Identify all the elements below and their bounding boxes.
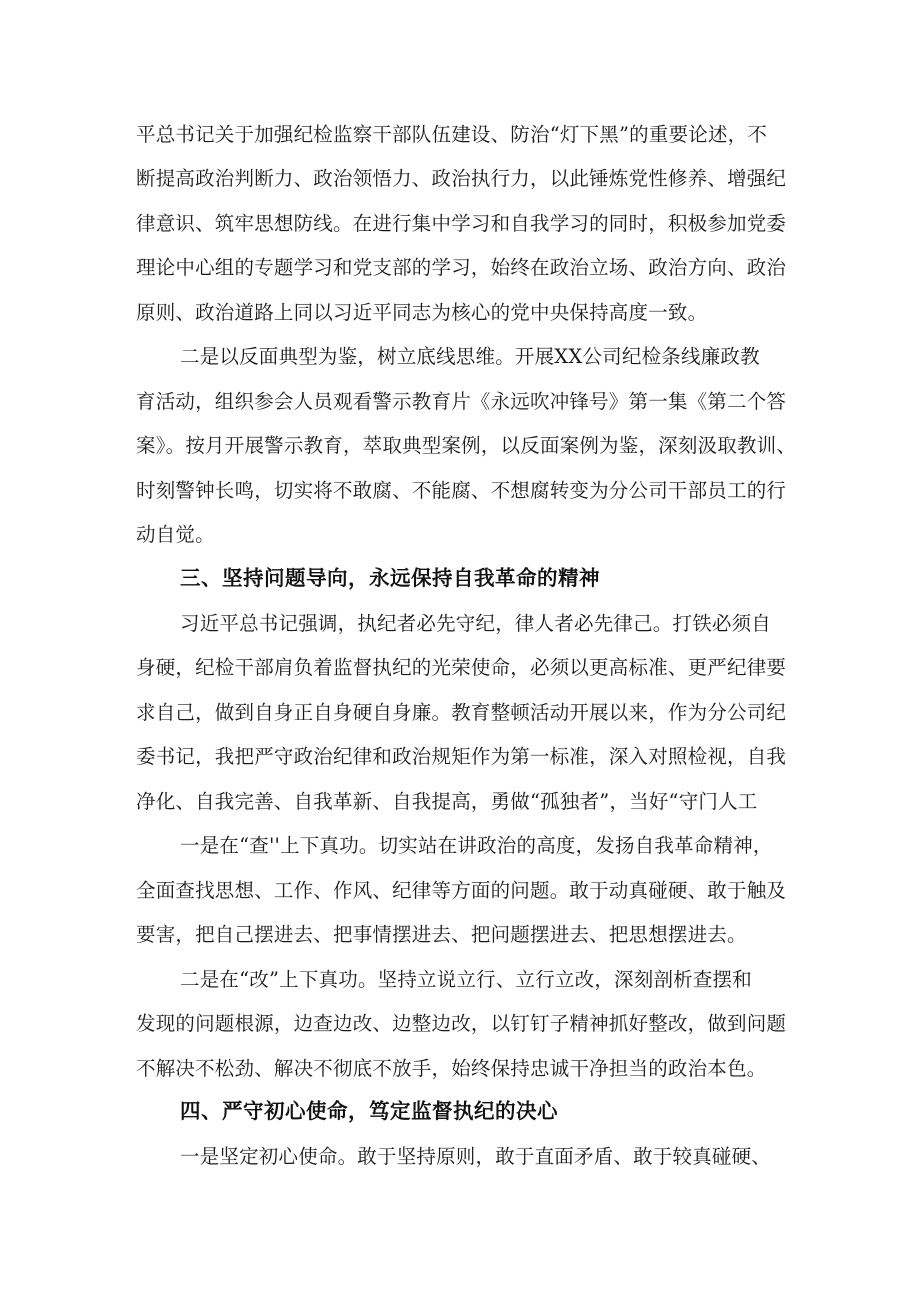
- paragraph-first-line: 一是在“查''上下真功。切实站在讲政治的高度，发扬自我革命精神，: [180, 834, 773, 857]
- body-text-line: 理论中心组的专题学习和党支部的学习，始终在政治立场、政治方向、政治: [136, 256, 787, 279]
- paragraph-first-line: 二是以反面典型为鉴，树立底线思维。开展XX公司纪检条线廉政教: [180, 345, 760, 368]
- body-text-line: 净化、自我完善、自我革新、自我提高，勇做“孤独者”，当好“守门人工: [136, 790, 758, 813]
- body-text-line: 原则、政治道路上同以习近平同志为核心的党中央保持高度一致。: [136, 301, 708, 324]
- body-text-line: 断提高政治判断力、政治领悟力、政治执行力，以此锤炼党性修养、增强纪: [136, 167, 787, 190]
- body-text-line: 要害，把自己摆进去、把事情摆进去、把问题摆进去、把思想摆进去。: [136, 923, 747, 946]
- body-text-line: 动自觉。: [136, 523, 215, 546]
- section-heading-3: 三、坚持问题导向，永远保持自我革命的精神: [180, 566, 600, 590]
- body-text-line: 律意识、筑牢思想防线。在进行集中学习和自我学习的同时，积极参加党委: [136, 212, 787, 235]
- body-text-line: 育活动，组织参会人员观看警示教育片《永远吹冲锋号》第一集《第二个答: [136, 390, 787, 413]
- body-text-line: 委书记，我把严守政治纪律和政治规矩作为第一标准，深入对照检视，自我: [136, 745, 787, 768]
- body-text-line: 发现的问题根源，边查边改、边整边改，以钉钉子精神抓好整改，做到问题: [136, 1012, 787, 1035]
- paragraph-first-line: 习近平总书记强调，执纪者必先守纪，律人者必先律己。打铁必须自: [180, 612, 772, 635]
- body-text-line: 平总书记关于加强纪检监察干部队伍建设、防治“灯下黑”的重要论述，不: [136, 123, 768, 146]
- body-text-line: 时刻警钟长鸣，切实将不敢腐、不能腐、不想腐转变为分公司干部员工的行: [136, 479, 787, 502]
- body-text-line: 案》。按月开展警示教育，萃取典型案例，以反面案例为鉴，深刻汲取教训、: [136, 434, 797, 457]
- body-text-line: 全面查找思想、工作、作风、纪律等方面的问题。敢于动真碰硬、敢于触及: [136, 879, 787, 902]
- body-text-line: 身硬，纪检干部肩负着监督执纪的光荣使命，必须以更高标准、更严纪律要: [136, 656, 787, 679]
- body-text-line: 求自己，做到自身正自身硬自身廉。教育整顿活动开展以来，作为分公司纪: [136, 701, 787, 724]
- paragraph-first-line: 一是坚定初心使命。敢于坚持原则，敢于直面矛盾、敢于较真碰硬、: [180, 1145, 772, 1168]
- section-heading-4: 四、严守初心使命，笃定监督执纪的决心: [180, 1099, 558, 1123]
- paragraph-first-line: 二是在“改”上下真功。坚持立说立行、立行立改，深刻剖析查摆和: [180, 968, 752, 991]
- body-text-line: 不解决不松劲、解决不彻底不放手，始终保持忠诚干净担当的政治本色。: [136, 1057, 767, 1080]
